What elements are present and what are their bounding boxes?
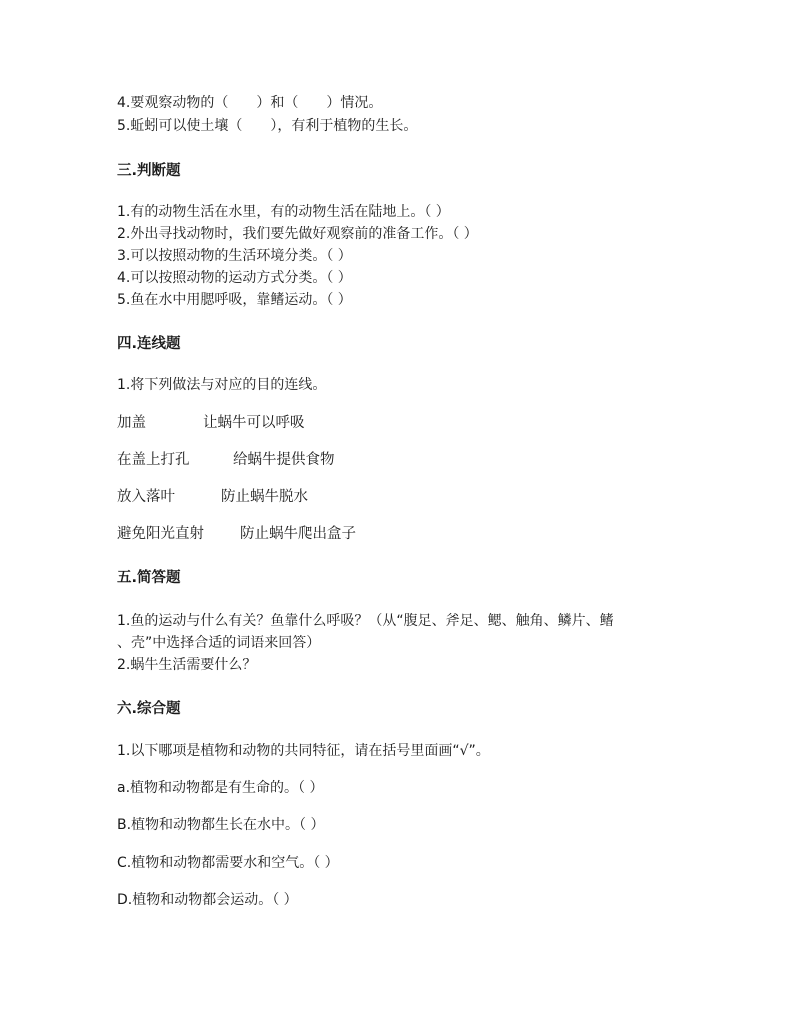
section-title-judge: 三.判断题	[117, 163, 181, 179]
match-right-item: 让蜗牛可以呼吸	[203, 415, 305, 431]
fill-in-item-5: 5.蚯蚓可以使土壤（ ），有利于植物的生长。	[117, 118, 418, 134]
match-left-item: 在盖上打孔	[117, 452, 190, 468]
comprehensive-question: 1.以下哪项是植物和动物的共同特征，请在括号里面画“√”。	[117, 743, 490, 759]
section-title-short-answer: 五.简答题	[117, 570, 181, 586]
judge-item-2: 2.外出寻找动物时，我们要先做好观察前的准备工作。（ ）	[117, 226, 478, 242]
match-left-item: 加盖	[117, 415, 146, 431]
section-title-comprehensive: 六.综合题	[117, 701, 181, 717]
match-right-item: 给蜗牛提供食物	[233, 452, 335, 468]
match-question: 1.将下列做法与对应的目的连线。	[117, 377, 327, 393]
comprehensive-option-b: B.植物和动物都生长在水中。（ ）	[117, 817, 325, 833]
comprehensive-option-a: a.植物和动物都是有生命的。（ ）	[117, 780, 324, 796]
comprehensive-option-c: C.植物和动物都需要水和空气。（ ）	[117, 855, 339, 871]
judge-item-1: 1.有的动物生活在水里，有的动物生活在陆地上。（ ）	[117, 204, 450, 220]
match-left-item: 避免阳光直射	[117, 526, 204, 542]
match-right-item: 防止蜗牛爬出盒子	[240, 526, 356, 542]
short-answer-q1-line2: 、壳”中选择合适的词语来回答）	[117, 635, 321, 651]
comprehensive-option-d: D.植物和动物都会运动。（ ）	[117, 892, 298, 908]
judge-item-5: 5.鱼在水中用腮呼吸，靠鳍运动。（ ）	[117, 292, 352, 308]
fill-in-item-4: 4.要观察动物的（ ）和（ ）情况。	[117, 95, 383, 111]
short-answer-q2: 2.蜗牛生活需要什么？	[117, 657, 257, 673]
section-title-match: 四.连线题	[117, 336, 181, 352]
match-left-item: 放入落叶	[117, 489, 175, 505]
judge-item-3: 3.可以按照动物的生活环境分类。（ ）	[117, 248, 352, 264]
judge-item-4: 4.可以按照动物的运动方式分类。（ ）	[117, 270, 352, 286]
short-answer-q1-line1: 1.鱼的运动与什么有关？鱼靠什么呼吸？（从“腹足、斧足、鳃、触角、鳞片、鳍	[117, 613, 614, 629]
match-right-item: 防止蜗牛脱水	[221, 489, 308, 505]
